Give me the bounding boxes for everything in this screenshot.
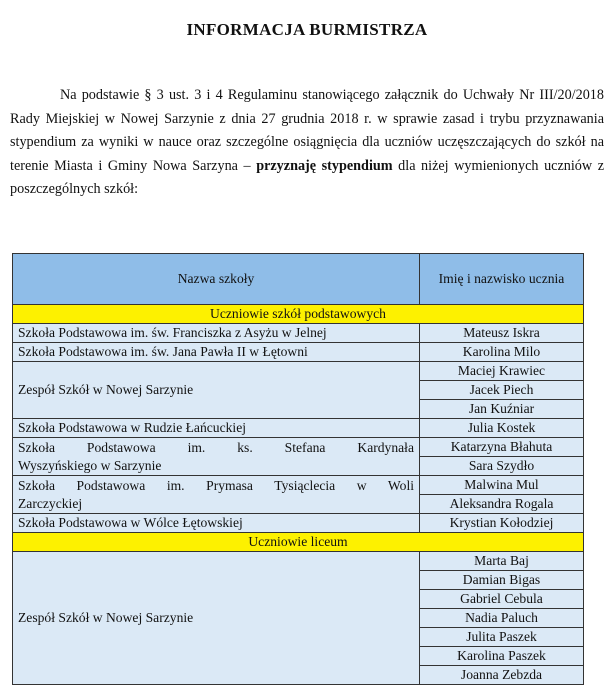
student-name: Karolina Milo [420,343,584,362]
school-name-line2: Zarczyckiej [18,495,83,511]
table-row [13,552,584,571]
school-name: Zespół Szkół w Nowej Sarzynie [13,362,420,419]
table-row [13,438,584,457]
school-name: Szkoła Podstawowa im. św. Jana Pawła II w Łętowni [13,343,420,362]
student-name: Maciej Krawiec [420,362,584,381]
student-name: Jacek Piech [420,381,584,400]
student-name: Krystian Kołodziej [420,514,584,533]
school-name [13,476,420,514]
student-name: Gabriel Cebula [420,590,584,609]
table-header-row [13,254,584,305]
table-row [13,362,584,381]
student-name: Damian Bigas [420,571,584,590]
student-name: Marta Baj [420,552,584,571]
student-name: Julita Paszek [420,628,584,647]
document-title: INFORMACJA BURMISTRZA [186,20,428,39]
section-row [13,305,584,324]
table-row [13,476,584,495]
school-name [13,438,420,476]
student-name: Sara Szydło [420,457,584,476]
intro-paragraph [10,84,604,202]
header-school: Nazwa szkoły [13,254,420,305]
section-row [13,533,584,552]
school-name-line2: Wyszyńskiego w Sarzynie [18,457,162,473]
scholarship-table [12,253,584,685]
table-row [13,324,584,343]
student-name: Aleksandra Rogala [420,495,584,514]
school-name-line1: Szkoła Podstawowa im. Prymasa Tysiąclecia w Woli [18,477,414,493]
header-student: Imię i nazwisko ucznia [420,254,584,305]
school-name: Szkoła Podstawowa w Rudzie Łańcuckiej [13,419,420,438]
paragraph-tail: dla niżej wymienionych uczniów z poszczególnych szkół: [10,157,604,197]
student-name: Julia Kostek [420,419,584,438]
section-label: Uczniowie szkół podstawowych [13,305,584,324]
table-row [13,514,584,533]
student-name: Katarzyna Błahuta [420,438,584,457]
student-name: Nadia Paluch [420,609,584,628]
school-name: Szkoła Podstawowa im. św. Franciszka z Asyżu w Jelnej [13,324,420,343]
school-name: Szkoła Podstawowa w Wólce Łętowskiej [13,514,420,533]
table-row [13,419,584,438]
student-name: Karolina Paszek [420,647,584,666]
school-name: Zespół Szkół w Nowej Sarzynie [13,552,420,685]
school-name-line1: Szkoła Podstawowa im. ks. Stefana Kardynała [18,439,414,455]
paragraph-bold: przyznaję stypendium [256,157,393,174]
student-name: Mateusz Iskra [420,324,584,343]
student-name: Malwina Mul [420,476,584,495]
section-label: Uczniowie liceum [13,533,584,552]
paragraph-text: Na podstawie § 3 ust. 3 i 4 Regulaminu stanowiącego załącznik do Uchwały Nr III/20/2018 Rady Miejskiej w Nowej Sarzynie z dnia 27 grudnia 2018 r. w sprawie zasad i trybu przyznawania stypendium za wyniki w nauce oraz szczególne osiągnięcia dla uczniów uczęszczających do szkół na terenie Miasta i Gminy Nowa Sarzyna – [10,87,604,174]
table-row [13,343,584,362]
student-name: Joanna Zebzda [420,666,584,685]
student-name: Jan Kuźniar [420,400,584,419]
